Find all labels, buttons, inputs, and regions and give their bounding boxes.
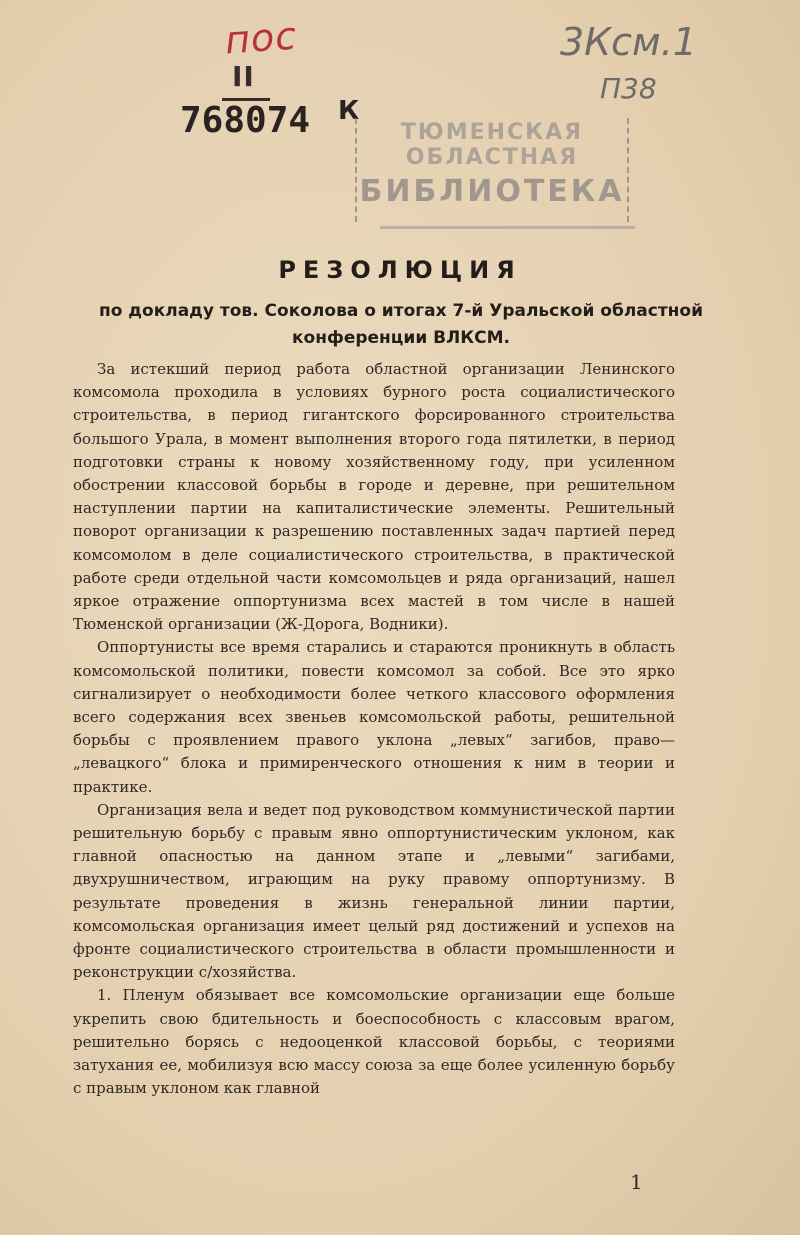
pencil-note-line1: 3Ксм.1 xyxy=(560,20,697,64)
document-subtitle: по докладу тов. Соколова о итогах 7-й Уральской областной конференции ВЛКСМ. xyxy=(98,301,704,348)
inventory-number: 768074 xyxy=(180,100,311,141)
handwritten-roman-numeral: II xyxy=(232,60,255,93)
inventory-suffix: К xyxy=(338,96,360,126)
paragraph: Оппортунисты все время старались и стараются проникнуть в область комсомольской политики, повести комсомол за собой. Все это ярко сигнализирует о необходимости более четкого классового оформления всего содержания всех звеньев комсомольской работы, решительной борьбы с проявлением правого уклона „левых“ загибов, право—„левацкого“ блока и примиренческого отношения к ним в теории и практике. xyxy=(73,638,675,796)
library-stamp xyxy=(355,118,629,222)
handwritten-shelf-mark: пос xyxy=(223,13,299,63)
page-number: 1 xyxy=(630,1170,643,1194)
paragraph: Организация вела и ведет под руководством коммунистической партии решительную борьбу с правым явно оппортунистическим уклоном, как главной опасностью на данном этапе и „левыми“ загибами, двухрушничеством, играющим на руку правому оппортунизму. В результате проведения в жизнь генеральной линии партии, комсомольская организация имеет целый ряд достижений и успехов на фронте социалистического строительства в области промышленности и реконструкции с/хозяйства. xyxy=(73,800,675,982)
stamp-underline xyxy=(380,226,635,229)
document-title: РЕЗОЛЮЦИЯ xyxy=(278,256,522,284)
document-body xyxy=(73,358,675,1101)
pencil-note-line2: П38 xyxy=(600,72,657,105)
paragraph: За истекший период работа областной организации Ленинского комсомола проходила в условиях бурного роста социалистического строительства, в период гигантского форсированного строительства большого Урала, в момент выполнения второго года пятилетки, в период подготовки страны к новому хозяйственному году, при усиленном обострении классовой борьбы в городе и деревне, при решительном наступлении партии на капиталистические элементы. Решительный поворот организации к разрешению поставленных задач партией перед комсомолом в деле социалистического строительства, в практической работе среди отдельной части комсомольцев и ряда организаций, нашел яркое отражение оппортунизма всех мастей в том числе в нашей Тюменской организации (Ж-Дорога, Водники). xyxy=(73,360,675,634)
stamp-line1: ТЮМЕНСКАЯ xyxy=(400,120,584,145)
paragraph: 1. Пленум обязывает все комсомольские организации еще больше укрепить свою бдительность и боеспособность с классовым врагом, решительно борясь с недооценкой классовой борьбы, с теориями затухания ее, мобилизуя всю массу союза за еще более усиленную борьбу с правым уклоном как главной xyxy=(73,986,675,1098)
stamp-line2: ОБЛАСТНАЯ xyxy=(405,145,579,170)
stamp-line3: БИБЛИОТЕКА xyxy=(359,174,625,209)
